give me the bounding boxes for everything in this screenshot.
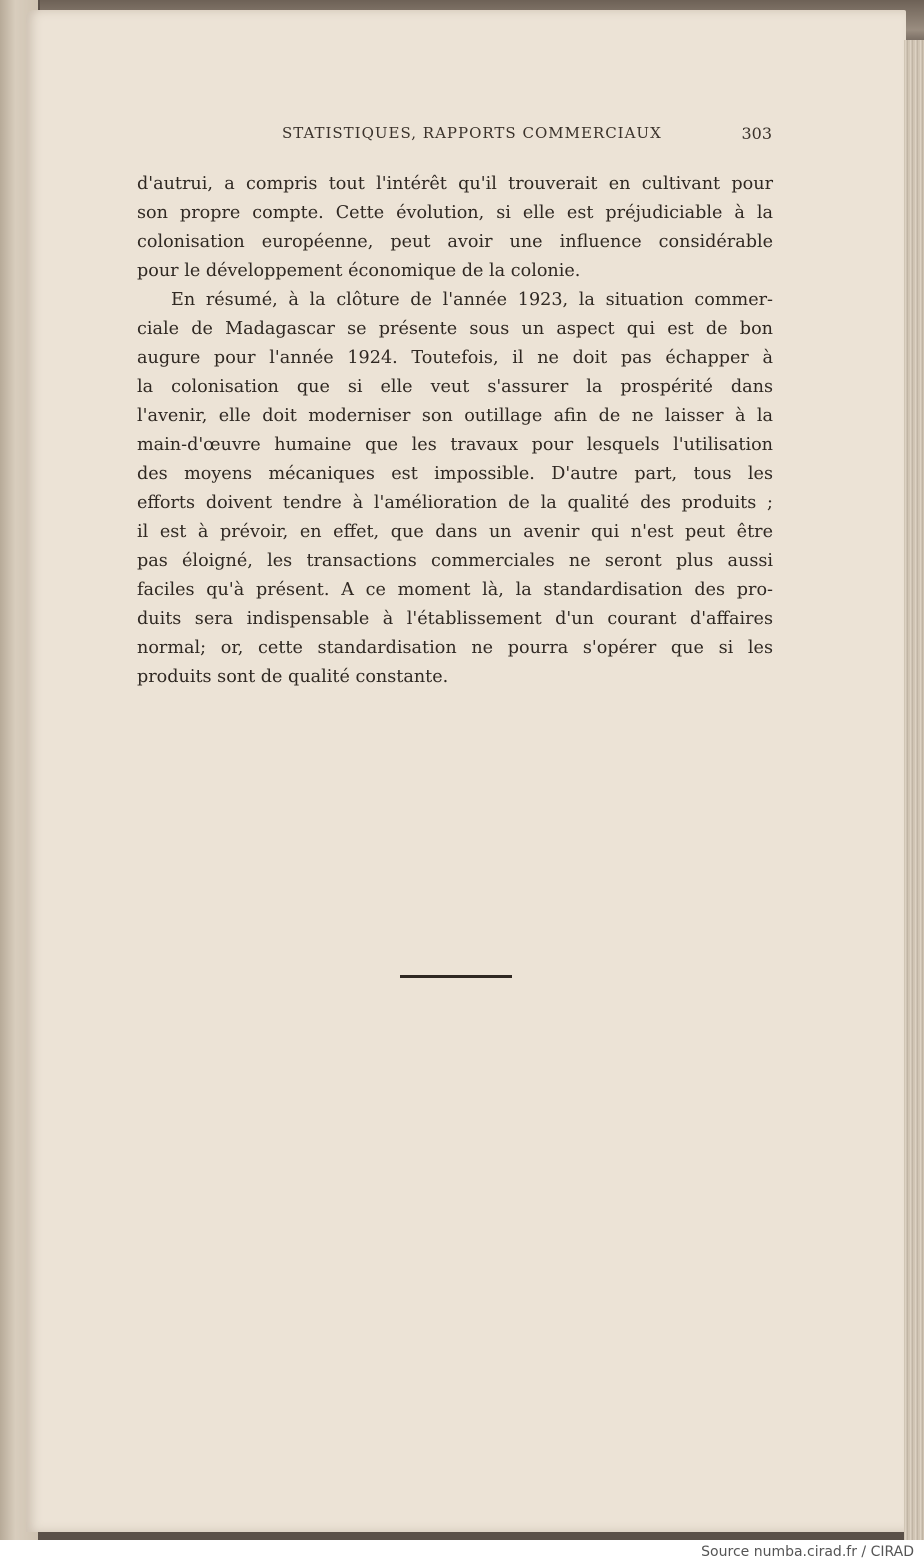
text-line: pour le développement économique de la colonie. — [137, 261, 581, 281]
body-text — [137, 170, 773, 692]
text-line: pas éloigné, les transactions commerciales ne seront plus aussi — [137, 551, 773, 571]
running-header — [140, 124, 772, 148]
source-credit: Source numba.cirad.fr / CIRAD — [701, 1544, 914, 1560]
text-line: faciles qu'à présent. A ce moment là, la standardisation des pro- — [137, 580, 773, 600]
running-title: STATISTIQUES, RAPPORTS COMMERCIAUX — [282, 124, 662, 142]
text-line: ciale de Madagascar se présente sous un aspect qui est de bon — [137, 319, 773, 339]
text-line: augure pour l'année 1924. Toutefois, il ne doit pas échapper à — [137, 348, 773, 368]
paragraph-1 — [137, 170, 773, 286]
text-line: des moyens mécaniques est impossible. D'autre part, tous les — [137, 464, 773, 484]
end-of-section-rule — [400, 975, 512, 978]
text-line: duits sera indispensable à l'établissement d'un courant d'affaires — [137, 609, 773, 629]
text-line: efforts doivent tendre à l'amélioration de la qualité des produits ; — [137, 493, 773, 513]
page-number: 303 — [741, 124, 772, 143]
text-line: main-d'œuvre humaine que les travaux pour lesquels l'utilisation — [137, 435, 773, 455]
book-page-stack-right — [904, 40, 924, 1540]
text-line: En résumé, à la clôture de l'année 1923, la situation commer- — [171, 290, 773, 310]
text-line: produits sont de qualité constante. — [137, 667, 449, 687]
text-line: la colonisation que si elle veut s'assurer la prospérité dans — [137, 377, 773, 397]
text-line: l'avenir, elle doit moderniser son outillage afin de ne laisser à la — [137, 406, 773, 426]
paragraph-2 — [137, 286, 773, 692]
text-line: d'autrui, a compris tout l'intérêt qu'il trouverait en cultivant pour — [137, 174, 773, 194]
text-line: il est à prévoir, en effet, que dans un avenir qui n'est peut être — [137, 522, 773, 542]
text-line: normal; or, cette standardisation ne pourra s'opérer que si les — [137, 638, 773, 658]
text-line: colonisation européenne, peut avoir une influence considérable — [137, 232, 773, 252]
text-line: son propre compte. Cette évolution, si elle est préjudiciable à la — [137, 203, 773, 223]
